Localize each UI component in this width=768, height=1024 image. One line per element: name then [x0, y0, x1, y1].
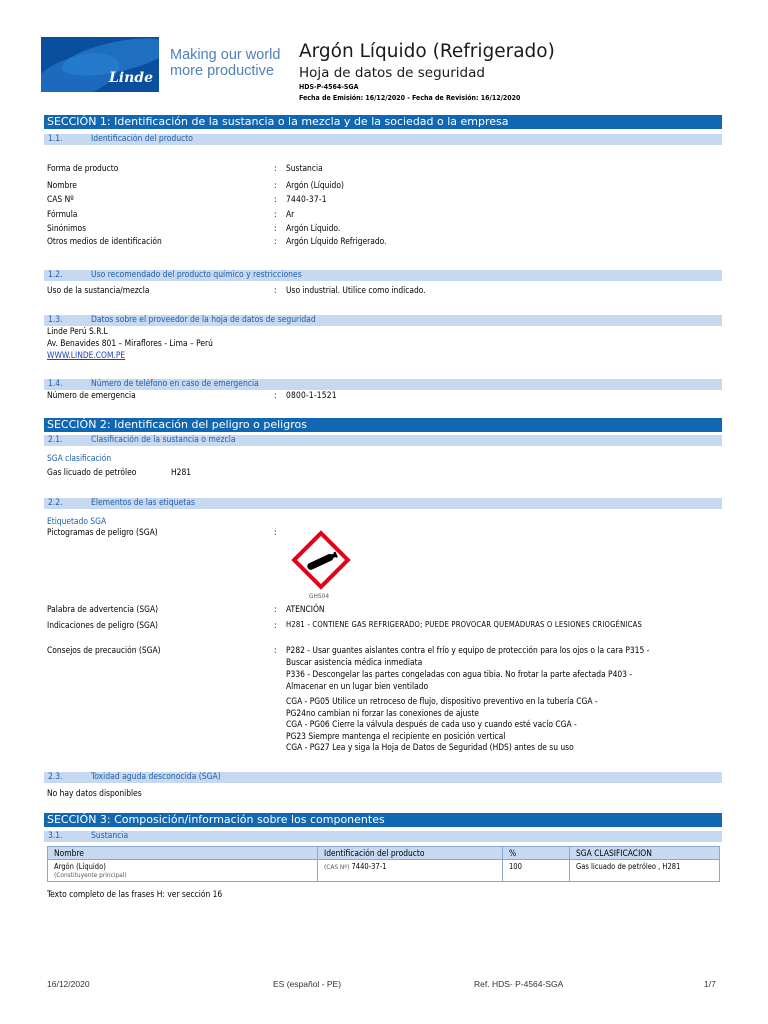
section-2-header: SECCIÓN 2: Identificación del peligro o peligros	[44, 418, 722, 432]
cas-prefix: (CAS Nº)	[324, 863, 350, 871]
field-value: Uso industrial. Utilice como indicado.	[286, 285, 426, 295]
field-label: Nombre	[47, 180, 77, 190]
classification-cell: Gas licuado de petróleo , H281	[570, 860, 720, 882]
slogan-line-2: more productive	[170, 63, 274, 79]
field-label: Indicaciones de peligro (SGA)	[47, 620, 158, 630]
table-row	[48, 860, 720, 882]
subsection-number: 1.4.	[48, 379, 63, 389]
field-label: Forma de producto	[47, 163, 119, 173]
supplier-website-link[interactable]: WWW.LINDE.COM.PE	[47, 350, 126, 360]
cga-line: PG24no cambian ni forzar las conexiones de ajuste	[286, 708, 479, 718]
table-header-row	[48, 847, 720, 860]
field-value: Sustancia	[286, 163, 323, 173]
cas-value: 7440-37-1	[351, 862, 387, 871]
subsection-number: 1.2.	[48, 270, 63, 280]
field-value: 7440-37-1	[286, 194, 327, 204]
linde-logo	[41, 37, 159, 92]
component-name-cell	[48, 860, 318, 882]
document-dates: Fecha de Emisión: 16/12/2020 - Fecha de Revisión: 16/12/2020	[299, 94, 521, 102]
cga-line: CGA - PG05 Utilice un retroceso de flujo, dispositivo preventivo en la tubería CGA -	[286, 696, 598, 706]
supplier-name: Linde Perú S.R.L	[47, 326, 108, 336]
cga-line: CGA - PG06 Cierre la válvula después de cada uso y cuando esté vacío CGA -	[286, 719, 577, 729]
field-label: Palabra de advertencia (SGA)	[47, 604, 159, 614]
subsection-number: 1.1.	[48, 134, 63, 144]
subsection-title: Clasificación de la sustancia o mezcla	[91, 435, 236, 445]
subsection-title: Toxidad aguda desconocida (SGA)	[91, 772, 221, 782]
document-reference: HDS-P-4564-SGA	[299, 83, 359, 91]
classification-label: Gas licuado de petróleo	[47, 467, 137, 477]
subsection-3-1	[44, 831, 722, 842]
subsection-number: 2.2.	[48, 498, 63, 508]
subsection-title: Identificación del producto	[91, 134, 193, 144]
cga-line: CGA - PG27 Lea y siga la Hoja de Datos de Seguridad (HDS) antes de su uso	[286, 742, 574, 752]
column-header: %	[503, 847, 570, 860]
field-value: Argón Líquido.	[286, 223, 341, 233]
field-label: Sinónimos	[47, 223, 87, 233]
cga-line: PG23 Siempre mantenga el recipiente en posición vertical	[286, 731, 506, 741]
field-label: Otros medios de identificación	[47, 236, 162, 246]
sga-classification-heading: SGA clasificación	[47, 453, 112, 463]
field-label: Fórmula	[47, 209, 78, 219]
slogan	[170, 47, 300, 79]
field-value: 0800-1-1521	[286, 390, 337, 400]
product-id-cell	[318, 860, 503, 882]
logo-text: Linde	[108, 70, 153, 86]
signal-word: ATENCIÓN	[286, 604, 325, 614]
composition-table	[47, 846, 720, 882]
field-value: Ar	[286, 209, 295, 219]
subsection-2-2	[44, 498, 722, 509]
subsection-1-4	[44, 379, 722, 390]
label-heading: Etiquetado SGA	[47, 516, 107, 526]
document-subtitle: Hoja de datos de seguridad	[299, 65, 485, 81]
precaution-line: Almacenar en un lugar bien ventilado	[286, 681, 429, 691]
subsection-1-3	[44, 315, 722, 326]
subsection-2-1	[44, 435, 722, 446]
supplier-address: Av. Benavides 801 – Miraflores - Lima – Perú	[47, 338, 213, 348]
pictogram-caption: GHS04	[309, 592, 330, 600]
subsection-1-2	[44, 270, 722, 281]
subsection-title: Uso recomendado del producto químico y restricciones	[91, 270, 302, 280]
subsection-2-3	[44, 772, 722, 783]
precaution-line: P336 - Descongelar las partes congeladas con agua tibia. No frotar la parte afectada P403 -	[286, 669, 633, 679]
field-label: Pictogramas de peligro (SGA)	[47, 527, 158, 537]
footer-date: 16/12/2020	[47, 979, 90, 989]
subsection-title: Número de teléfono en caso de emergencia	[91, 379, 259, 389]
footer-page-number: 1/7	[704, 979, 716, 989]
subsection-title: Sustancia	[91, 831, 129, 841]
field-label: Número de emergencia	[47, 390, 136, 400]
precaution-line: P282 - Usar guantes aislantes contra el frío y equipo de protección para los ojos o la cara P315 -	[286, 645, 650, 655]
component-name: Argón (Líquido)	[54, 862, 106, 871]
component-note: (Constituyente principal)	[54, 871, 127, 879]
field-value: Argón Líquido Refrigerado.	[286, 236, 387, 246]
precaution-line: Buscar asistencia médica inmediata	[286, 657, 423, 667]
hazard-statement: H281 - CONTIENE GAS REFRIGERADO; PUEDE PROVOCAR QUEMADURAS O LESIONES CRIOGÉNICAS	[286, 620, 643, 629]
subsection-number: 1.3.	[48, 315, 63, 325]
subsection-1-1	[44, 134, 722, 145]
column-header: Nombre	[48, 847, 318, 860]
column-header: Identificación del producto	[318, 847, 503, 860]
field-label: Uso de la sustancia/mezcla	[47, 285, 150, 295]
footer-language: ES (español - PE)	[273, 979, 342, 989]
subsection-number: 2.1.	[48, 435, 63, 445]
column-header: SGA CLASIFICACION	[570, 847, 720, 860]
slogan-line-1: Making our world	[170, 47, 281, 63]
section-1-header: SECCIÓN 1: Identificación de la sustancia o la mezcla y de la sociedad o la empresa	[44, 115, 722, 129]
footer-reference: Ref. HDS- P-4564-SGA	[474, 979, 564, 989]
classification-code: H281	[171, 467, 192, 477]
ghs04-gas-cylinder-icon	[289, 528, 353, 592]
field-label: CAS Nº	[47, 194, 74, 204]
no-data-text: No hay datos disponibles	[47, 788, 142, 798]
subsection-title: Elementos de las etiquetas	[91, 498, 195, 508]
percent-cell: 100	[503, 860, 570, 882]
field-value: Argón (Líquido)	[286, 180, 344, 190]
subsection-number: 2.3.	[48, 772, 63, 782]
subsection-title: Datos sobre el proveedor de la hoja de datos de seguridad	[91, 315, 316, 325]
subsection-number: 3.1.	[48, 831, 63, 841]
field-label: Consejos de precaución (SGA)	[47, 645, 161, 655]
document-title: Argón Líquido (Refrigerado)	[299, 41, 555, 62]
h-phrases-note: Texto completo de las frases H: ver sección 16	[47, 889, 223, 899]
section-3-header: SECCIÓN 3: Composición/información sobre los componentes	[44, 813, 722, 827]
